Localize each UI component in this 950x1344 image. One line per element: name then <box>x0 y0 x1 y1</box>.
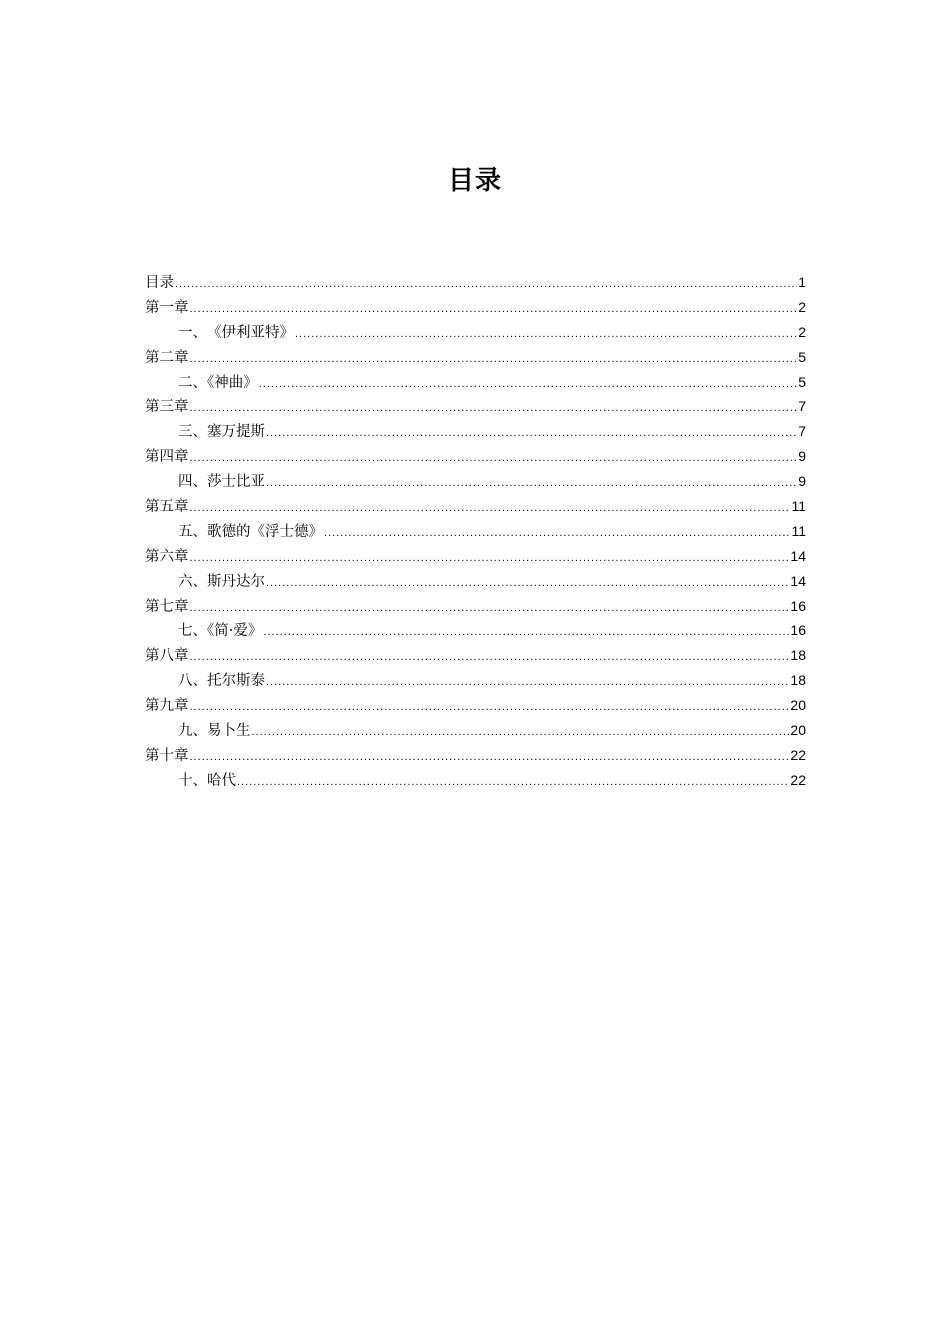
toc-entry-chapter-8[interactable] <box>145 643 806 668</box>
toc-dot-leader <box>190 347 798 372</box>
toc-entry-label: 第七章 <box>145 598 189 615</box>
toc-page-number: 20 <box>790 722 806 739</box>
toc-entry-label: 七、《简·爱》 <box>178 623 263 640</box>
toc-entry-label: 十、哈代 <box>178 772 236 789</box>
toc-page-number: 20 <box>790 697 806 714</box>
toc-entry-chapter-7[interactable] <box>145 594 806 619</box>
toc-entry-label: 一、 《伊利亚特》 <box>178 324 294 341</box>
toc-entry-chapter-5[interactable] <box>145 494 806 519</box>
toc-dot-leader <box>237 770 789 795</box>
toc-entry-section-6[interactable] <box>145 569 806 594</box>
toc-page-number: 11 <box>791 522 806 539</box>
toc-entry-label: 第八章 <box>145 648 189 665</box>
toc-entry-label: 二、《神曲》 <box>178 374 258 391</box>
toc-entry-label: 第五章 <box>145 499 189 516</box>
toc-entry-label: 三、塞万提斯 <box>178 424 265 441</box>
toc-entry-contents[interactable] <box>145 270 806 295</box>
toc-entry-section-3[interactable] <box>145 419 806 444</box>
toc-dot-leader <box>266 421 797 446</box>
toc-dot-leader <box>190 745 790 770</box>
toc-page-number: 5 <box>798 348 806 365</box>
toc-entry-chapter-1[interactable] <box>145 295 806 320</box>
toc-dot-leader <box>190 596 790 621</box>
toc-entry-label: 第一章 <box>145 299 189 316</box>
toc-dot-leader <box>266 471 797 496</box>
toc-page-number: 2 <box>798 323 806 340</box>
toc-dot-leader <box>190 446 798 471</box>
toc-dot-leader <box>266 670 789 695</box>
toc-entry-chapter-6[interactable] <box>145 544 806 569</box>
toc-entry-label: 目录 <box>145 275 174 291</box>
toc-page-number: 1 <box>798 274 806 290</box>
toc-page-number: 7 <box>798 423 806 440</box>
toc-entry-label: 八、托尔斯泰 <box>178 673 265 690</box>
toc-dot-leader <box>190 396 798 421</box>
toc-entry-section-4[interactable] <box>145 469 806 494</box>
toc-entry-label: 九、易卜生 <box>178 723 251 740</box>
toc-dot-leader <box>175 272 797 297</box>
toc-entry-label: 第二章 <box>145 349 189 366</box>
toc-entry-label: 第三章 <box>145 399 189 416</box>
toc-entry-label: 第十章 <box>145 747 189 764</box>
toc-entry-section-10[interactable] <box>145 768 806 793</box>
toc-entry-label: 第四章 <box>145 449 189 466</box>
toc-entry-section-7[interactable] <box>145 618 806 643</box>
toc-dot-leader <box>190 496 791 521</box>
toc-dot-leader <box>259 372 797 397</box>
toc-page-number: 22 <box>790 746 806 763</box>
toc-page-number: 7 <box>798 398 806 415</box>
toc-page-number: 2 <box>798 298 806 315</box>
toc-page-number: 9 <box>798 473 806 490</box>
toc-entry-section-1[interactable] <box>145 320 806 345</box>
toc-entry-label: 第六章 <box>145 548 189 565</box>
toc-page-number: 14 <box>790 572 806 589</box>
toc-dot-leader <box>190 695 790 720</box>
toc-page-number: 18 <box>790 672 806 689</box>
toc-page-number: 9 <box>798 448 806 465</box>
toc-page-number: 18 <box>790 647 806 664</box>
toc-entry-chapter-2[interactable] <box>145 345 806 370</box>
toc-dot-leader <box>252 720 790 745</box>
toc-page-number: 16 <box>790 597 806 614</box>
toc-entry-label: 六、斯丹达尔 <box>178 573 265 590</box>
toc-dot-leader <box>190 546 790 571</box>
toc-entry-label: 五、歌德的《浮士德》 <box>178 523 323 540</box>
toc-dot-leader <box>190 645 790 670</box>
toc-entry-section-2[interactable] <box>145 370 806 395</box>
toc-entry-chapter-9[interactable] <box>145 693 806 718</box>
toc-entry-chapter-4[interactable] <box>145 444 806 469</box>
toc-dot-leader <box>190 297 798 322</box>
toc-entry-label: 第九章 <box>145 698 189 715</box>
toc-entry-label: 四、莎士比亚 <box>178 474 265 491</box>
toc-entry-section-8[interactable] <box>145 668 806 693</box>
toc-dot-leader <box>266 571 789 596</box>
toc-entry-section-9[interactable] <box>145 718 806 743</box>
table-of-contents <box>145 270 806 793</box>
toc-dot-leader <box>263 620 789 645</box>
toc-dot-leader <box>295 322 797 347</box>
toc-entry-chapter-3[interactable] <box>145 394 806 419</box>
toc-entry-chapter-10[interactable] <box>145 743 806 768</box>
page-title: 目录 <box>447 166 502 196</box>
toc-entry-section-5[interactable] <box>145 519 806 544</box>
toc-dot-leader <box>324 521 790 546</box>
toc-page-number: 5 <box>798 373 806 390</box>
toc-page-number: 16 <box>790 622 806 639</box>
toc-page-number: 22 <box>790 771 806 788</box>
toc-page-number: 11 <box>791 498 806 515</box>
toc-page-number: 14 <box>790 547 806 564</box>
